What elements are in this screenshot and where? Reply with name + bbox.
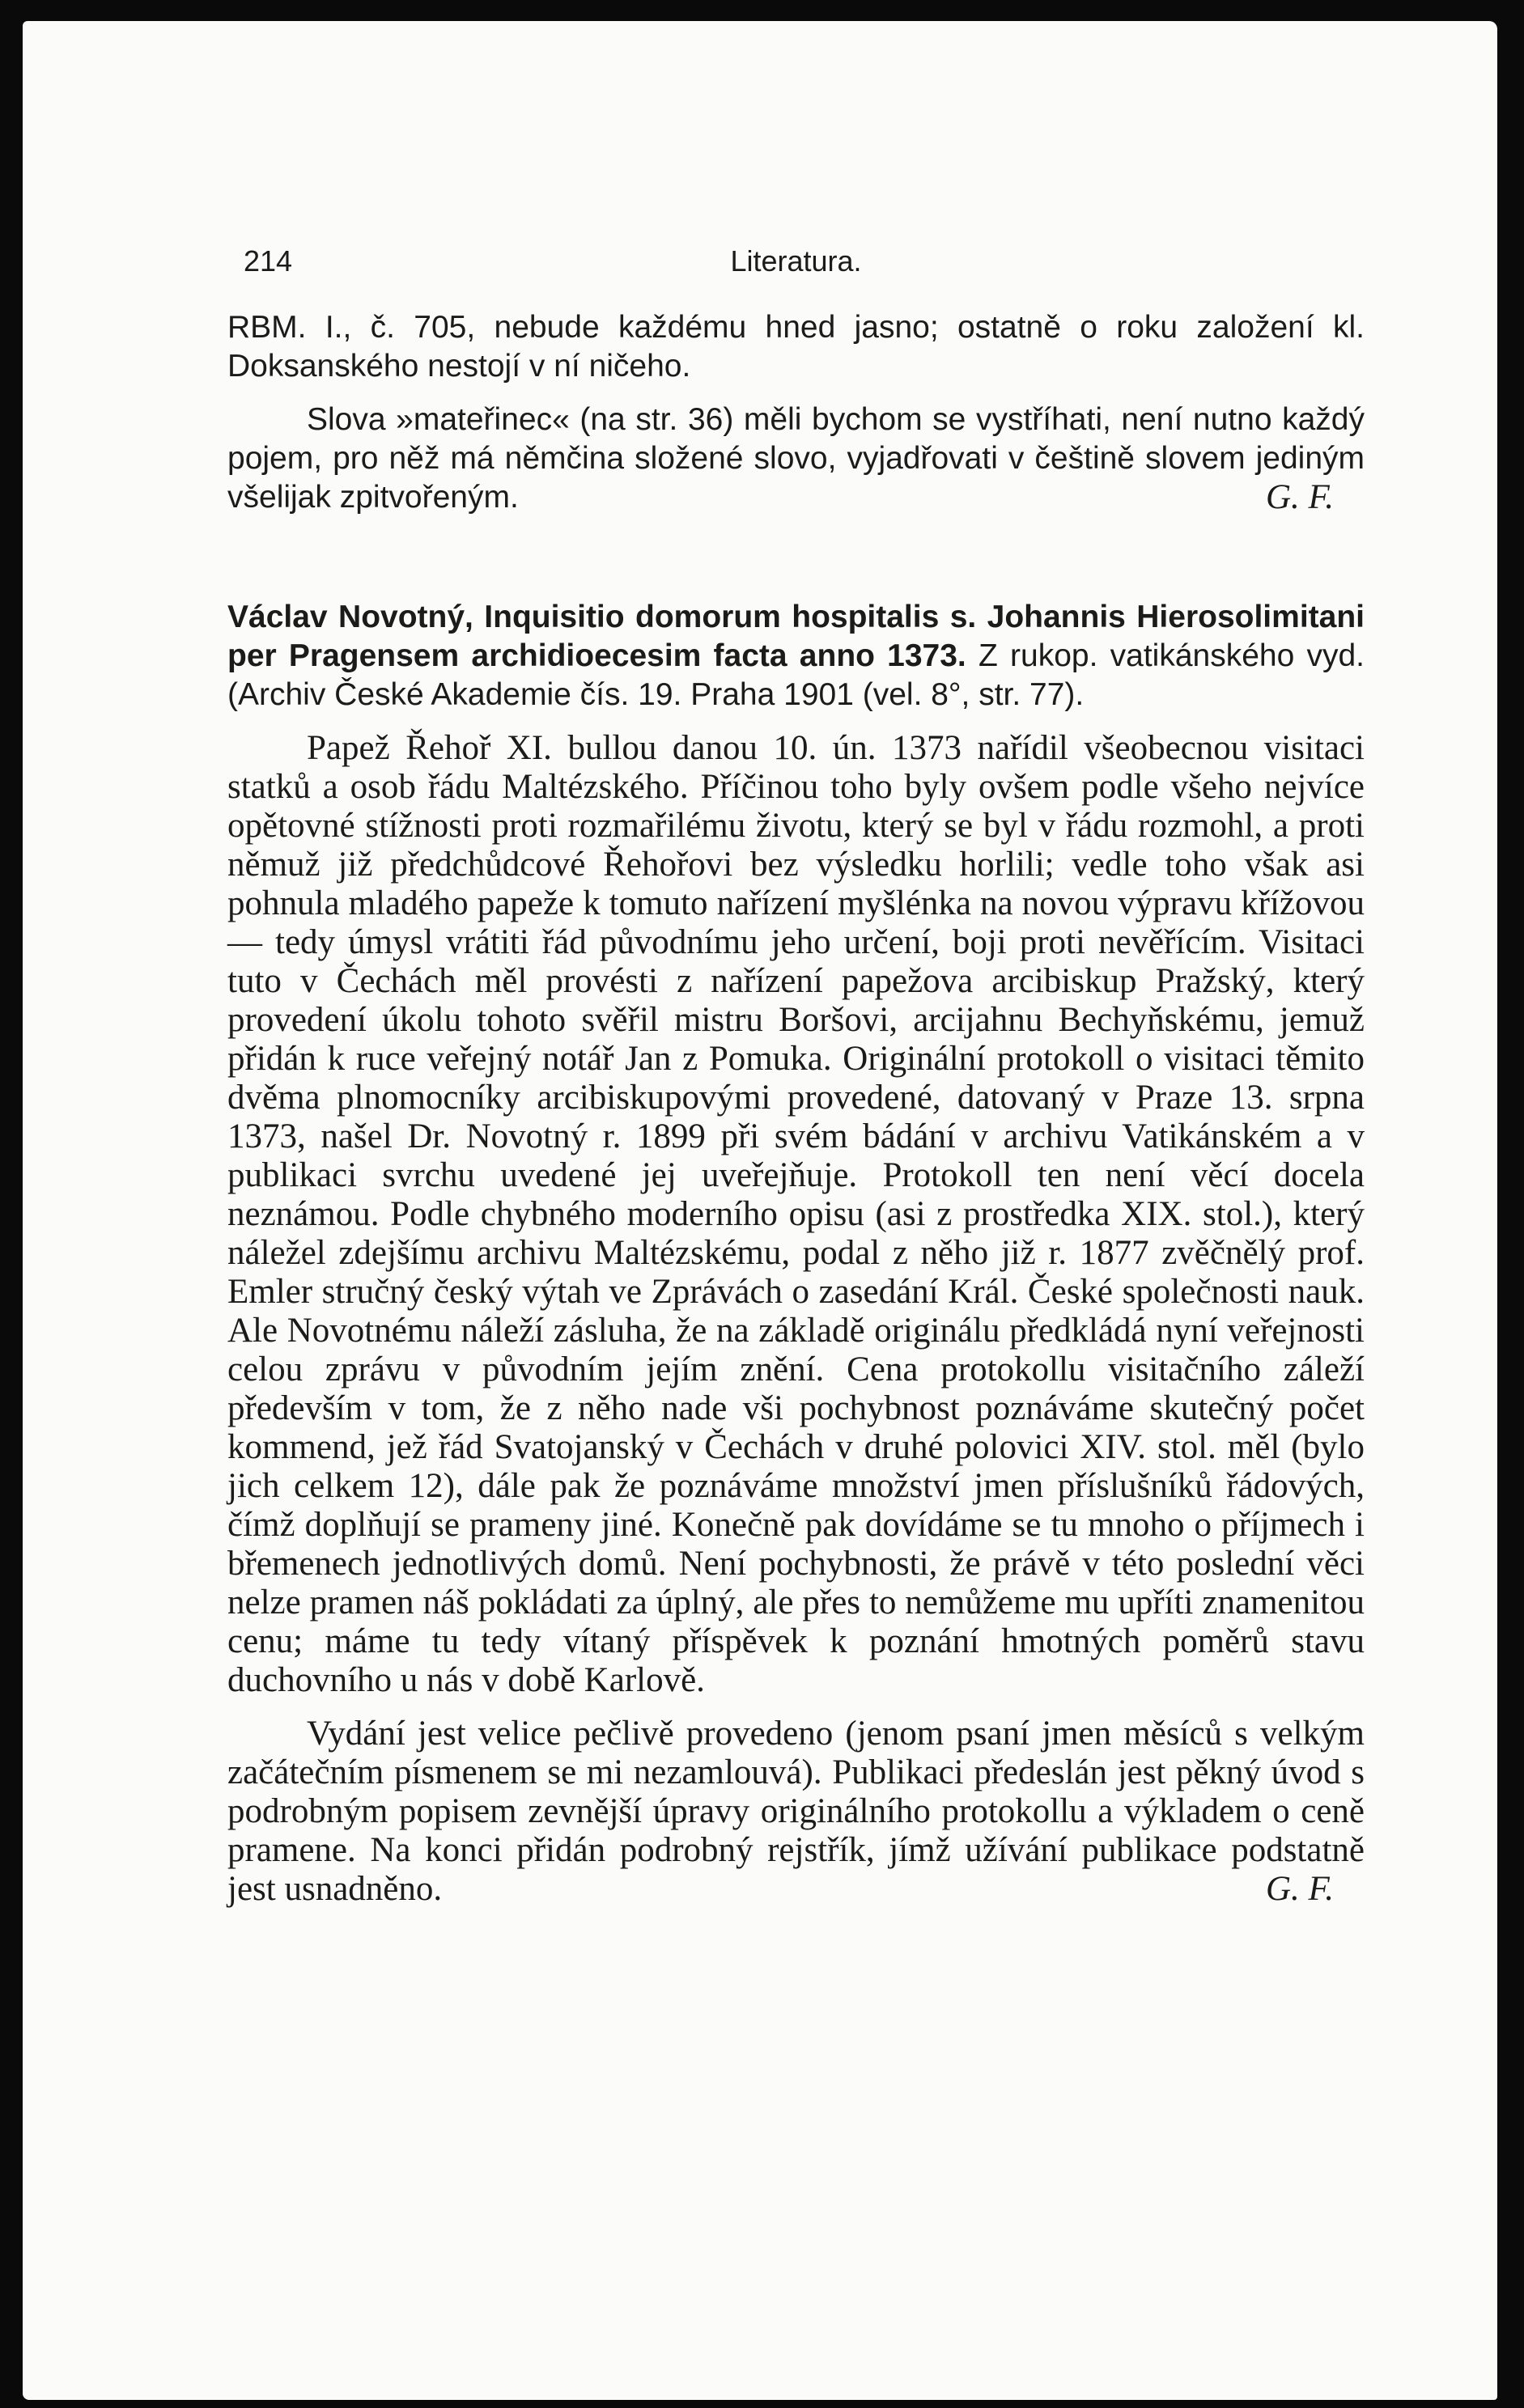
page-number: 214: [244, 244, 293, 278]
review2-paragraph-1: Papež Řehoř XI. bullou danou 10. ún. 1373 nařídil všeobecnou visitaci statků a osob řádu Maltézského. Příčinou toho byly ovšem podle všeho nejvíce opětovné stížnosti proti rozmařilému životu, který se byl v řádu rozmohl, a proti němuž již předchůdcové Řehořovi bez výsledku horlili; vedle toho však asi pohnula mladého papeže k tomuto nařízení myšlénka na novou výpravu křížovou — tedy úmysl vrátiti řád původnímu jeho určení, boji proti nevěřícím. Visitaci tuto v Čechách měl provésti z nařízení papežova arcibiskup Pražský, který provedení úkolu tohoto svěřil mistru Boršovi, arcijahnu Bechyňskému, jemuž přidán k ruce veřejný notář Jan z Pomuka. Originální protokoll o visitaci těmito dvěma plnomocníky arcibiskupovými provedené, datovaný v Praze 13. srpna 1373, našel Dr. Novotný r. 1899 při svém bádání v archivu Vatikánském a v publikaci svrchu uvedené jej uveřejňuje. Protokoll ten není věcí docela neznámou. Podle chybného moderního opisu (asi z prostředka XIX. stol.), který náležel zdejšímu archivu Maltézskému, podal z něho již r. 1877 zvěčnělý prof. Emler stručný český výtah ve Zprávách o zasedání Král. České společnosti nauk. Ale Novotnému náleží zásluha, že na základě originálu předkládá nyní veřejnosti celou zprávu v původním jejím znění. Cena protokollu visitačního záleží především v tom, že z něho nade vši pochybnost poznáváme skutečný počet kommend, jež řád Svatojanský v Čechách v druhé polovici XIV. stol. měl (bylo jich celkem 12), dále pak že poznáváme množství jmen příslušníků řádových, čímž doplňují se prameny jiné. Konečně pak dovídáme se tu mnoho o příjmech i břemenech jednotlivých domů. Není pochybnosti, že právě v této poslední věci nelze pramen náš pokládati za úplný, ale přes to nemůžeme mu upříti znamenitou cenu; máme tu tedy vítaný příspěvek k poznání hmotných poměrů stavu duchovního u nás v době Karlově.: [227, 729, 1365, 1699]
running-head: [227, 219, 1365, 278]
review2-paragraph-2: [227, 1715, 1365, 1909]
review2-heading: [227, 598, 1365, 714]
review1-paragraph-2-text: Slova »mateřinec« (na str. 36) měli bychom se vystříhati, není nutno každý pojem, pro něž má němčina složené slovo, vyjadřovati v češtině slovem jediným všelijak zpitvořeným.: [227, 402, 1365, 515]
review2-bibliographic-details: Z rukop. vatikánského vyd. (Archiv České Akademie čís. 19. Praha 1901 (vel. 8°, str. 77).: [227, 638, 1365, 712]
book-page: [23, 21, 1497, 2400]
review1-signature: G. F.: [1265, 478, 1334, 516]
review1-paragraph-1: RBM. I., č. 705, nebude každému hned jasno; ostatně o roku založení kl. Doksanského nestojí v ní ničeho.: [227, 310, 1365, 384]
review2-paragraph-2-text: Vydání jest velice pečlivě provedeno (jenom psaní jmen měsíců s velkým začátečním písmenem se mi nezamlouvá). Publikaci předeslán jest pěkný úvod s podrobným popisem zevnější úpravy originálního protokollu a výkladem o ceně pramene. Na konci přidán podrobný rejstřík, jímž užívání publikace podstatně jest usnadněno.: [227, 1715, 1365, 1908]
review2-signature: G. F.: [1265, 1870, 1334, 1908]
review1-paragraph-2: [227, 401, 1365, 517]
running-title: Literatura.: [730, 244, 862, 278]
review2-title: Václav Novotný, Inquisitio domorum hospitalis s. Johannis Hierosolimitani per Pragensem archidioecesim facta anno 1373.: [227, 600, 1365, 673]
page-content: [227, 219, 1365, 1909]
